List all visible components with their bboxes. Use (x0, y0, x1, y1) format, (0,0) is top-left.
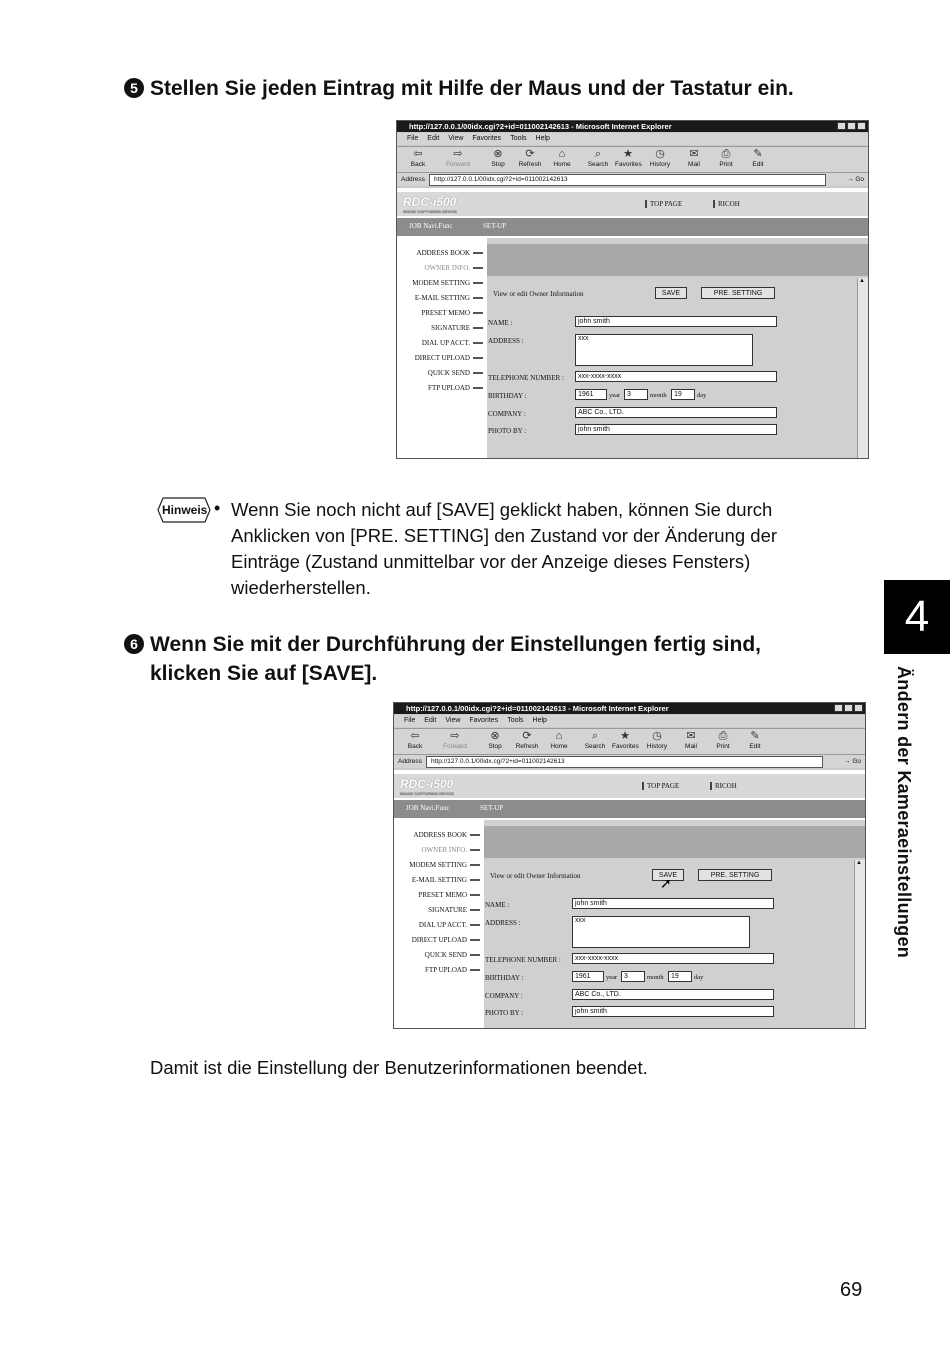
main-pane (484, 820, 865, 1028)
menu-tools[interactable]: Tools (507, 717, 524, 724)
company-field[interactable]: ABC Co., LTD. (575, 407, 777, 418)
save-button[interactable]: SAVE (655, 287, 687, 299)
forward-icon: ⇨ (450, 730, 460, 742)
photo-by-field[interactable]: john smith (572, 1006, 774, 1017)
name-label: NAME : (488, 319, 513, 327)
search-button[interactable]: ⌕ Search (582, 730, 608, 750)
address-input[interactable]: http://127.0.0.1/00idx.cgi?2+id=011002142613 (429, 174, 826, 186)
forward-button[interactable]: ⇨ Forward (443, 730, 467, 750)
step-5-heading (124, 74, 794, 103)
forward-icon: ⇨ (453, 148, 463, 160)
print-button[interactable]: ⎙ Print (710, 730, 736, 750)
favorites-button[interactable]: ★ Favorites (612, 730, 639, 750)
ricoh-link[interactable]: RICOH (713, 200, 740, 208)
chapter-tab: 4 (884, 580, 950, 654)
mail-button[interactable]: ✉ Mail (678, 730, 704, 750)
edit-button[interactable]: ✎ Edit (745, 148, 771, 168)
hint-bullet: • (214, 498, 221, 518)
tab-job-navi[interactable]: JOB Navi.Func (409, 222, 453, 230)
company-field[interactable]: ABC Co., LTD. (572, 989, 774, 1000)
sidebar-item-signature[interactable]: SIGNATURE (428, 906, 480, 914)
browser-screenshot-2 (393, 702, 866, 1029)
sidebar-item-direct-upload[interactable]: DIRECT UPLOAD (412, 936, 480, 944)
tab-setup[interactable]: SET-UP (480, 804, 504, 812)
ricoh-link[interactable]: RICOH (710, 782, 737, 790)
go-button[interactable]: → Go (847, 176, 864, 183)
history-icon: ◷ (655, 148, 665, 160)
telephone-label: TELEPHONE NUMBER : (485, 956, 561, 964)
sidebar-item-owner-info[interactable]: OWNER INFO. (425, 264, 484, 272)
year-label: year (609, 392, 621, 399)
print-icon: ⎙ (718, 730, 728, 742)
closing-text: Damit ist die Einstellung der Benutzerinformationen beendet. (150, 1057, 648, 1078)
address-field[interactable]: xxx (575, 334, 753, 366)
refresh-icon: ⟳ (525, 148, 535, 160)
name-field[interactable]: john smith (572, 898, 774, 909)
favorites-button[interactable]: ★ Favorites (615, 148, 642, 168)
step-number: 5 (124, 78, 144, 98)
refresh-button[interactable]: ⟳ Refresh (518, 148, 542, 168)
address-field[interactable]: xxx (572, 916, 750, 948)
print-icon: ⎙ (721, 148, 731, 160)
hinweis-label: Hinweis (162, 503, 208, 517)
address-label: Address (401, 176, 425, 183)
close-icon[interactable] (857, 122, 866, 130)
search-icon: ⌕ (594, 148, 602, 160)
stop-icon: ⊗ (490, 730, 500, 742)
edit-button[interactable]: ✎ Edit (742, 730, 768, 750)
menu-favorites[interactable]: Favorites (469, 717, 499, 724)
menu-help[interactable]: Help (532, 717, 547, 724)
sidebar-item-ftp-upload[interactable]: FTP UPLOAD (428, 384, 483, 392)
menu-edit[interactable]: Edit (424, 717, 437, 724)
day-label: day (694, 974, 704, 981)
sidebar-item-address-book[interactable]: ADDRESS BOOK (417, 249, 483, 257)
favorites-icon: ★ (623, 148, 633, 160)
back-button[interactable]: ⇦ Back (405, 148, 431, 168)
company-label: COMPANY : (485, 992, 523, 1000)
scrollbar[interactable] (854, 860, 865, 1028)
mouse-pointer-icon: ➚ (660, 877, 672, 892)
home-button[interactable]: ⌂ Home (549, 148, 575, 168)
back-icon: ⇦ (413, 148, 423, 160)
maximize-icon[interactable] (847, 122, 856, 130)
sidebar-item-address-book[interactable]: ADDRESS BOOK (414, 831, 480, 839)
sidebar (394, 820, 484, 1028)
menu-tools[interactable]: Tools (510, 135, 527, 142)
step-number: 6 (124, 634, 144, 654)
stop-icon: ⊗ (493, 148, 503, 160)
sidebar-item-quick-send[interactable]: QUICK SEND (428, 369, 483, 377)
name-field[interactable]: john smith (575, 316, 777, 327)
minimize-icon[interactable] (837, 122, 846, 130)
rdc-logo: RDC-i500 IMAGE CAPTURING DEVICE (403, 195, 458, 214)
chapter-title: Ändern der Kameraeinstellungen (894, 666, 914, 959)
page-header (394, 774, 865, 798)
day-label: day (697, 392, 707, 399)
hint-text: Wenn Sie noch nicht auf [SAVE] geklickt haben, können Sie durch Anklicken von [PRE. SETTING] den Zustand vor der Änderung der Einträge (Zustand unmittelbar vor der Anzeige dieses Fensters) wiederherstellen. (231, 499, 778, 598)
telephone-field[interactable]: xxx-xxxx-xxxx (572, 953, 774, 964)
sidebar-item-signature[interactable]: SIGNATURE (431, 324, 483, 332)
mail-icon: ✉ (689, 148, 699, 160)
step-text: Stellen Sie jeden Eintrag mit Hilfe der Maus und der Tastatur ein. (150, 77, 794, 100)
mail-icon: ✉ (686, 730, 696, 742)
top-page-link[interactable]: TOP PAGE (645, 200, 682, 208)
birthday-month-field[interactable]: 3 (624, 389, 648, 400)
close-icon[interactable] (854, 704, 863, 712)
window-title: http://127.0.0.1/00idx.cgi?2+id=011002142613 - Microsoft Internet Explorer (394, 703, 865, 714)
sidebar-item-dial-up-acct[interactable]: DIAL UP ACCT. (422, 339, 483, 347)
tab-bar (394, 800, 865, 818)
month-label: month (650, 392, 667, 399)
telephone-label: TELEPHONE NUMBER : (488, 374, 564, 382)
telephone-field[interactable]: xxx-xxxx-xxxx (575, 371, 777, 382)
print-button[interactable]: ⎙ Print (713, 148, 739, 168)
toolbar (394, 728, 865, 755)
address-input[interactable]: http://127.0.0.1/00idx.cgi?2+id=011002142613 (426, 756, 823, 768)
edit-icon: ✎ (753, 148, 763, 160)
sidebar (397, 238, 487, 458)
menu-favorites[interactable]: Favorites (472, 135, 502, 142)
birthday-day-field[interactable]: 19 (668, 971, 692, 982)
sidebar-item-modem-setting[interactable]: MODEM SETTING (412, 279, 483, 287)
address-field-label: ADDRESS : (485, 919, 521, 927)
tab-job-navi[interactable]: JOB Navi.Func (406, 804, 450, 812)
forward-button[interactable]: ⇨ Forward (446, 148, 470, 168)
browser-screenshot-1 (396, 120, 869, 459)
top-page-link[interactable]: TOP PAGE (642, 782, 679, 790)
minimize-icon[interactable] (834, 704, 843, 712)
address-label: Address (398, 758, 422, 765)
home-button[interactable]: ⌂ Home (546, 730, 572, 750)
step-6-heading: 6 Wenn Sie mit der Durchführung der Einstellungen fertig sind, klicken Sie auf [SAVE]. (124, 630, 761, 688)
sidebar-item-dial-up-acct[interactable]: DIAL UP ACCT. (419, 921, 480, 929)
home-icon: ⌂ (555, 730, 563, 742)
toolbar (397, 146, 868, 173)
birthday-day-field[interactable]: 19 (671, 389, 695, 400)
history-button[interactable]: ◷ History (644, 730, 670, 750)
refresh-button[interactable]: ⟳ Refresh (515, 730, 539, 750)
maximize-icon[interactable] (844, 704, 853, 712)
company-label: COMPANY : (488, 410, 526, 418)
sidebar-item-ftp-upload[interactable]: FTP UPLOAD (425, 966, 480, 974)
tab-bar (397, 218, 868, 236)
address-bar (394, 755, 865, 768)
favorites-icon: ★ (620, 730, 630, 742)
home-icon: ⌂ (558, 148, 566, 160)
birthday-label: BIRTHDAY : (488, 392, 527, 400)
sidebar-item-preset-memo[interactable]: PRESET MEMO (418, 891, 480, 899)
name-label: NAME : (485, 901, 510, 909)
view-text: View or edit Owner Information (490, 872, 581, 880)
gray-banner (484, 826, 865, 858)
history-button[interactable]: ◷ History (647, 148, 673, 168)
sidebar-item-email-setting[interactable]: E-MAIL SETTING (412, 876, 480, 884)
page-header (397, 192, 868, 216)
year-label: year (606, 974, 618, 981)
menu-bar (394, 715, 865, 727)
birthday-year-field[interactable]: 1961 (572, 971, 604, 982)
refresh-icon: ⟳ (522, 730, 532, 742)
sidebar-item-owner-info[interactable]: OWNER INFO. (422, 846, 481, 854)
window-title: http://127.0.0.1/00idx.cgi?2+id=011002142613 - Microsoft Internet Explorer (397, 121, 868, 132)
menu-file[interactable]: File (404, 717, 416, 724)
page-content (394, 770, 865, 1028)
menu-help[interactable]: Help (535, 135, 550, 142)
back-button[interactable]: ⇦ Back (402, 730, 428, 750)
stop-button[interactable]: ⊗ Stop (485, 148, 511, 168)
sidebar-item-modem-setting[interactable]: MODEM SETTING (409, 861, 480, 869)
birthday-year-field[interactable]: 1961 (575, 389, 607, 400)
mail-button[interactable]: ✉ Mail (681, 148, 707, 168)
month-label: month (647, 974, 664, 981)
page-content (397, 188, 868, 458)
sidebar-item-email-setting[interactable]: E-MAIL SETTING (415, 294, 483, 302)
menu-edit[interactable]: Edit (427, 135, 440, 142)
menu-view[interactable]: View (448, 135, 464, 142)
go-button[interactable]: → Go (844, 758, 861, 765)
view-text: View or edit Owner Information (493, 290, 584, 298)
address-bar (397, 173, 868, 186)
back-icon: ⇦ (410, 730, 420, 742)
pre-setting-button[interactable]: PRE. SETTING (701, 287, 775, 299)
window-controls (833, 704, 863, 714)
history-icon: ◷ (652, 730, 662, 742)
save-button[interactable]: SAVE (652, 869, 684, 881)
birthday-label: BIRTHDAY : (485, 974, 524, 982)
menu-view[interactable]: View (445, 717, 461, 724)
menu-bar (397, 133, 868, 145)
edit-icon: ✎ (750, 730, 760, 742)
photo-by-label: PHOTO BY : (488, 427, 527, 435)
birthday-month-field[interactable]: 3 (621, 971, 645, 982)
sidebar-item-direct-upload[interactable]: DIRECT UPLOAD (415, 354, 483, 362)
gray-banner (487, 244, 868, 276)
address-field-label: ADDRESS : (488, 337, 524, 345)
search-button[interactable]: ⌕ Search (585, 148, 611, 168)
menu-file[interactable]: File (407, 135, 419, 142)
photo-by-label: PHOTO BY : (485, 1009, 524, 1017)
rdc-logo: RDC-i500 IMAGE CAPTURING DEVICE (400, 777, 455, 796)
pre-setting-button[interactable]: PRE. SETTING (698, 869, 772, 881)
search-icon: ⌕ (591, 730, 599, 742)
scrollbar[interactable] (857, 278, 868, 458)
stop-button[interactable]: ⊗ Stop (482, 730, 508, 750)
sidebar-item-quick-send[interactable]: QUICK SEND (425, 951, 480, 959)
window-controls (836, 122, 866, 132)
page-number: 69 (840, 1279, 863, 1301)
tab-setup[interactable]: SET-UP (483, 222, 507, 230)
main-pane (487, 238, 868, 458)
sidebar-item-preset-memo[interactable]: PRESET MEMO (421, 309, 483, 317)
photo-by-field[interactable]: john smith (575, 424, 777, 435)
